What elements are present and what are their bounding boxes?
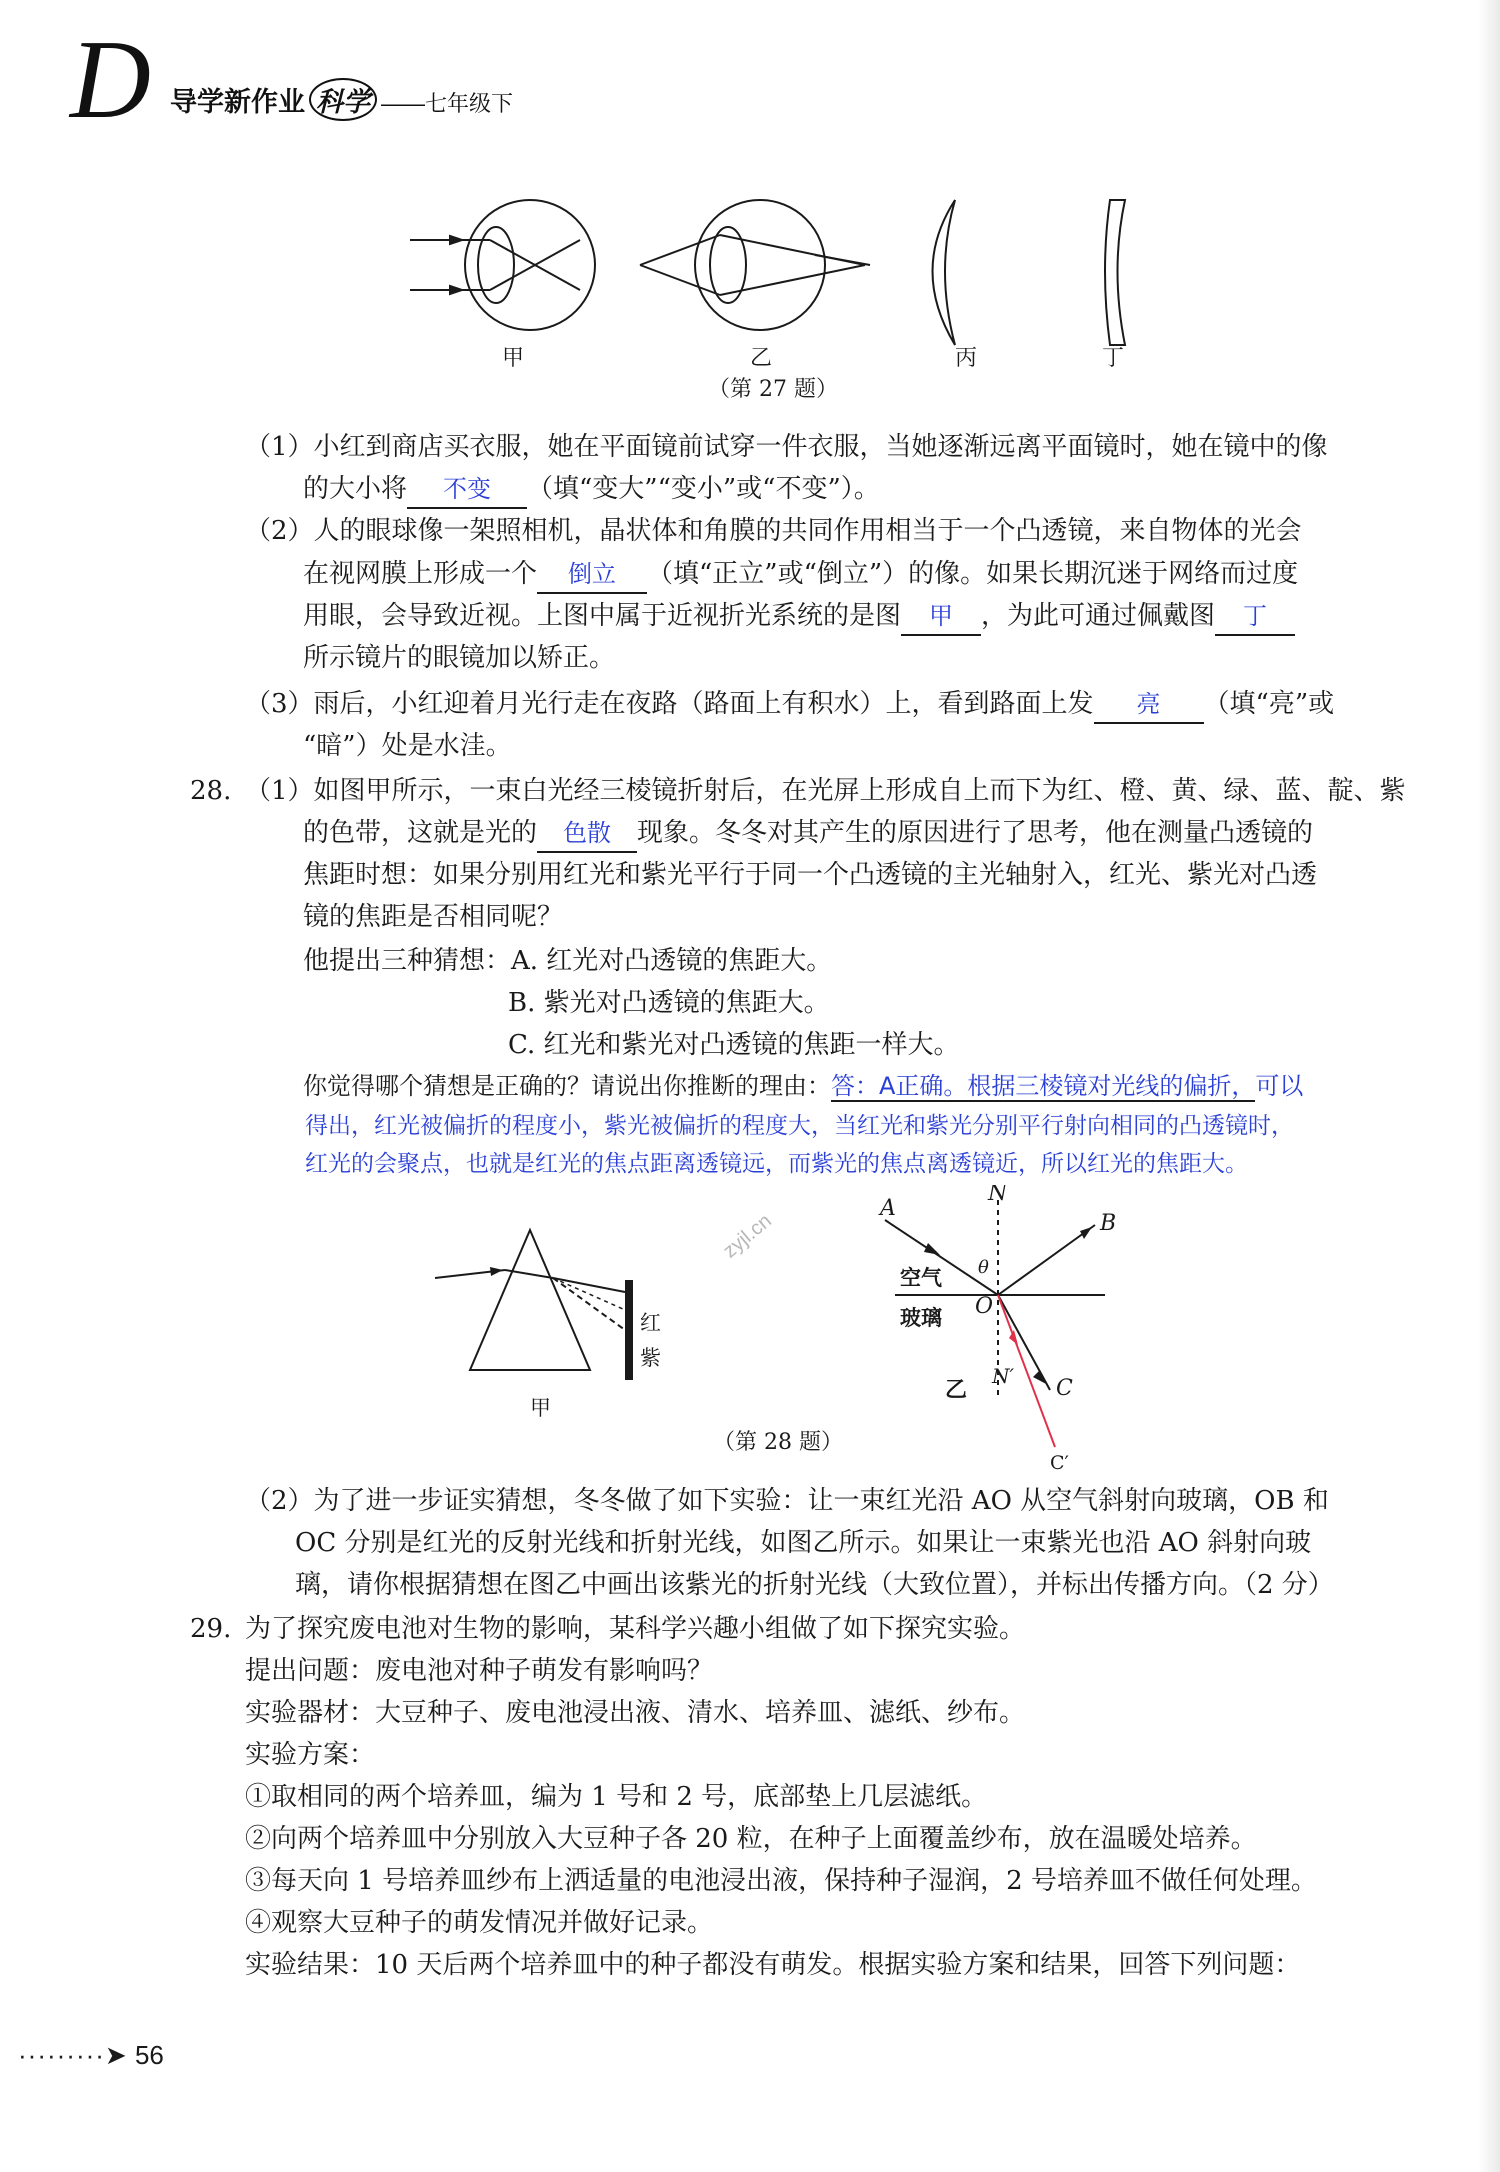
label-C-prime: C′ [1050,1452,1069,1474]
label-red: 红 [640,1311,661,1335]
header [70,18,970,142]
label-N-prime: N′ [992,1364,1015,1388]
fig27-label-ding: 丁 [1102,346,1125,371]
q27-p2-line4: 所示镜片的眼镜加以矫正。 [303,643,616,673]
q28-reason-line2: 得出，红光被偏折的程度小，紫光被偏折的程度大，当红光和紫光分别平行射向相同的凸透镜时， [305,1113,1294,1139]
page-edge [1478,0,1500,2172]
fig27-caption: （第 27 题） [708,377,838,402]
q28-guess-b: B. 紫光对凸透镜的焦距大。 [508,988,830,1018]
q29-step1: ①取相同的两个培养皿，编为 1 号和 2 号，底部垫上几层滤纸。 [245,1782,988,1812]
q27-answer-blank-2: 倒立 [537,556,647,594]
prism [470,1230,590,1370]
label-C: C [1056,1376,1073,1401]
q27-p2-line2: 在视网膜上形成一个 倒立 （填“正立”或“倒立”）的像。如果长期沉迷于网络而过度 [303,553,1298,595]
q29-step2: ②向两个培养皿中分别放入大豆种子各 20 粒，在种子上面覆盖纱布，放在温暖处培养。 [245,1824,1257,1854]
ray-OB [998,1225,1095,1295]
q27-p2-line3: 用眼，会导致近视。上图中属于近视折光系统的是图 甲 ，为此可通过佩戴图 丁 [303,595,1295,637]
q28-p1-line2: 的色带，这就是光的 色散 现象。冬冬对其产生的原因进行了思考，他在测量凸透镜的 [303,812,1313,854]
label-O: O [975,1294,994,1319]
label-N: N [988,1185,1008,1206]
label-A: A [880,1196,896,1221]
q27-answer-blank-3: 甲 [901,598,981,636]
q28-guess-c: C. 红光和紫光对凸透镜的焦距一样大。 [508,1030,960,1060]
q27-answer-blank-4: 丁 [1215,598,1295,636]
q28-reason-answer: 答：A正确。根据三棱镜对光线的偏折， [831,1072,1256,1100]
q29-step4: ④观察大豆种子的萌发情况并做好记录。 [245,1908,714,1938]
q28-reason-line1: 你觉得哪个猜想是正确的？请说出你推断的理由：答：A正确。根据三棱镜对光线的偏折，可以 [303,1072,1304,1100]
lens-ding [1105,200,1125,345]
label-B: B [1100,1211,1117,1236]
book-title: 导学新作业 [170,87,305,117]
q29-line4: 实验方案： [245,1740,376,1770]
subject-badge: 科学 [309,78,377,121]
q27-p1-line2: 的大小将 不变 （填“变大”“变小”或“不变”）。 [303,468,880,510]
q28-p1-line4: 镜的焦距是否相同呢？ [303,902,564,932]
eye-jia-diagram [410,200,595,330]
q27-answer-blank-1: 不变 [407,471,527,509]
fig27-label-bing: 丙 [955,346,978,371]
fig28-caption: （第 28 题） [713,1430,843,1455]
q27-p3-line1: （3）雨后，小红迎着月光行走在夜路（路面上有积水）上，看到路面上发 亮 （填“亮”或 [245,683,1334,725]
label-yi: 乙 [945,1377,968,1403]
q28-number: 28. [190,776,232,806]
q29-line1: 为了探究废电池对生物的影响，某科学兴趣小组做了如下探究实验。 [245,1614,1026,1644]
watermark: zyjl.cn [719,1209,776,1263]
eye-yi-diagram [640,200,870,330]
q29-line3: 实验器材：大豆种子、废电池浸出液、清水、培养皿、滤纸、纱布。 [245,1698,1026,1728]
fig27-label-yi: 乙 [750,346,773,371]
q29-step3: ③每天向 1 号培养皿纱布上洒适量的电池浸出液，保持种子湿润，2 号培养皿不做任何处理。 [245,1866,1317,1896]
q27-answer-blank-5: 亮 [1094,686,1204,724]
light-screen [625,1280,633,1380]
q28-guess-a: 他提出三种猜想：A. 红光对凸透镜的焦距大。 [303,946,833,976]
q28-p2-line1: （2）为了进一步证实猜想，冬冬做了如下实验：让一束红光沿 AO 从空气斜射向玻璃，OB 和 [245,1486,1329,1516]
grade-label: ——七年级下 [381,91,514,116]
lens-bing [933,200,956,345]
q28-p2-line3: 璃，请你根据猜想在图乙中画出该紫光的折射光线（大致位置），并标出传播方向。（2 分） [295,1570,1334,1600]
label-glass: 玻璃 [900,1305,942,1330]
figure-28-jia [435,1220,695,1430]
fig27-label-jia: 甲 [502,346,525,371]
page-number: 56 [134,2040,164,2070]
q28-p1-line1: （1）如图甲所示，一束白光经三棱镜折射后，在光屏上形成自上而下为红、橙、黄、绿、蓝、靛、紫 [245,776,1406,806]
logo-letter: D [70,18,151,142]
q28-answer-blank-1: 色散 [537,815,637,853]
q28-p1-line3: 焦距时想：如果分别用红光和紫光平行于同一个凸透镜的主光轴射入，红光、紫光对凸透 [303,860,1318,890]
q29-line2: 提出问题：废电池对种子萌发有影响吗？ [245,1656,714,1686]
figure-28-yi [870,1185,1130,1475]
figure-27 [410,195,1170,385]
q27-p1-line1: （1）小红到商店买衣服，她在平面镜前试穿一件衣服，当她逐渐远离平面镜时，她在镜中的像 [245,432,1328,462]
header-title [170,78,513,121]
label-air: 空气 [900,1265,942,1290]
q28-p2-line2: OC 分别是红光的反射光线和折射光线，如图乙所示。如果让一束紫光也沿 AO 斜射向玻 [295,1528,1312,1558]
q28-reason-line3: 红光的会聚点，也就是红光的焦点距离透镜远，而紫光的焦点离透镜近，所以红光的焦距大。 [305,1151,1248,1177]
q27-p2-line1: （2）人的眼球像一架照相机，晶状体和角膜的共同作用相当于一个凸透镜，来自物体的光会 [245,516,1302,546]
label-theta: θ [978,1257,989,1278]
dotted-arrow-icon: ·········➤ [18,2040,128,2070]
q27-p3-line2: “暗”）处是水洼。 [303,731,512,761]
label-purple: 紫 [640,1346,661,1370]
fig28-label-jia: 甲 [530,1396,551,1420]
q29-number: 29. [190,1614,232,1644]
page-footer [18,2040,164,2071]
q29-result: 实验结果：10 天后两个培养皿中的种子都没有萌发。根据实验方案和结果，回答下列问题： [245,1950,1301,1980]
